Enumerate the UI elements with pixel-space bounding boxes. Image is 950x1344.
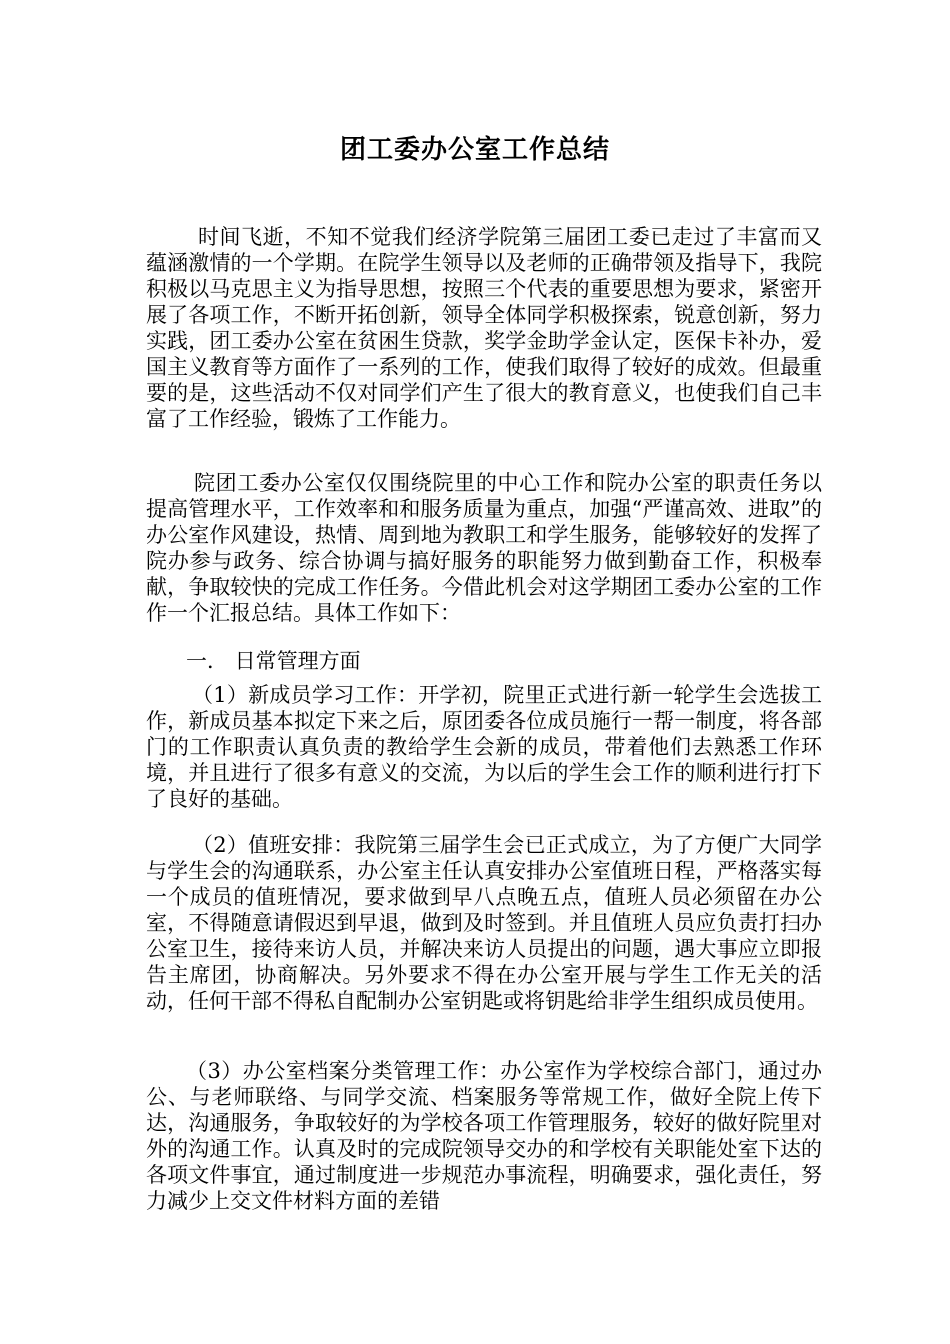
item-new-member-training: （1）新成员学习工作：开学初，院里正式进行新一轮学生会选拔工作，新成员基本拟定下来之后，原团委各位成员施行一帮一制度，将各部门的工作职责认真负责的教给学生会新的成员，带着他们去熟悉工作环境，并且进行了很多有意义的交流，为以后的学生会工作的顺利进行打下了良好的基础。 — [146, 683, 822, 811]
section-heading: 一． 日常管理方面 — [186, 649, 361, 673]
item-duty-schedule: （2）值班安排：我院第三届学生会已正式成立，为了方便广大同学与学生会的沟通联系，办公室主任认真安排办公室值班日程，严格落实每一个成员的值班情况，要求做到早八点晚五点，值班人员必须留在办公室，不得随意请假迟到早退，做到及时签到。并且值班人员应负责打扫办公室卫生，接待来访人员，并解决来访人员提出的问题，遇大事应立即报告主席团，协商解决。另外要求不得在办公室开展与学生工作无关的活动，任何干部不得私自配制办公室钥匙或将钥匙给非学生组织成员使用。 — [146, 833, 822, 1013]
document-title: 团工委办公室工作总结 — [339, 135, 610, 165]
intro-paragraph: 时间飞逝，不知不觉我们经济学院第三届团工委已走过了丰富而又蕴涵激情的一个学期。在院学生领导以及老师的正确带领及指导下，我院积极以马克思主义为指导思想，按照三个代表的重要思想为要求，紧密开展了各项工作，不断开拓创新，领导全体同学积极探索，锐意创新，努力实践，团工委办公室在贫困生贷款，奖学金助学金认定，医保卡补办，爱国主义教育等方面作了一系列的工作，使我们取得了较好的成效。但最重要的是，这些活动不仅对同学们产生了很大的教育意义，也使我们自己丰富了工作经验，锻炼了工作能力。 — [146, 225, 822, 431]
item-archive-management: （3）办公室档案分类管理工作：办公室作为学校综合部门，通过办公、与老师联络、与同学交流、档案服务等常规工作，做好全院上传下达，沟通服务，争取较好的为学校各项工作管理服务，较好的做好院里对外的沟通工作。认真及时的完成院领导交办的和学校有关职能处室下达的各项文件事宜，通过制度进一步规范办事流程，明确要求，强化责任，努力减少上交文件材料方面的差错 — [146, 1059, 822, 1213]
overview-paragraph: 院团工委办公室仅仅围绕院里的中心工作和院办公室的职责任务以提高管理水平，工作效率和和服务质量为重点，加强“严谨高效、进取”的办公室作风建设，热情、周到地为教职工和学生服务，能够较好的发挥了院办参与政务、综合协调与搞好服务的职能努力做到勤奋工作，积极奉献，争取较快的完成工作任务。今借此机会对这学期团工委办公室的工作作一个汇报总结。具体工作如下： — [146, 471, 822, 625]
